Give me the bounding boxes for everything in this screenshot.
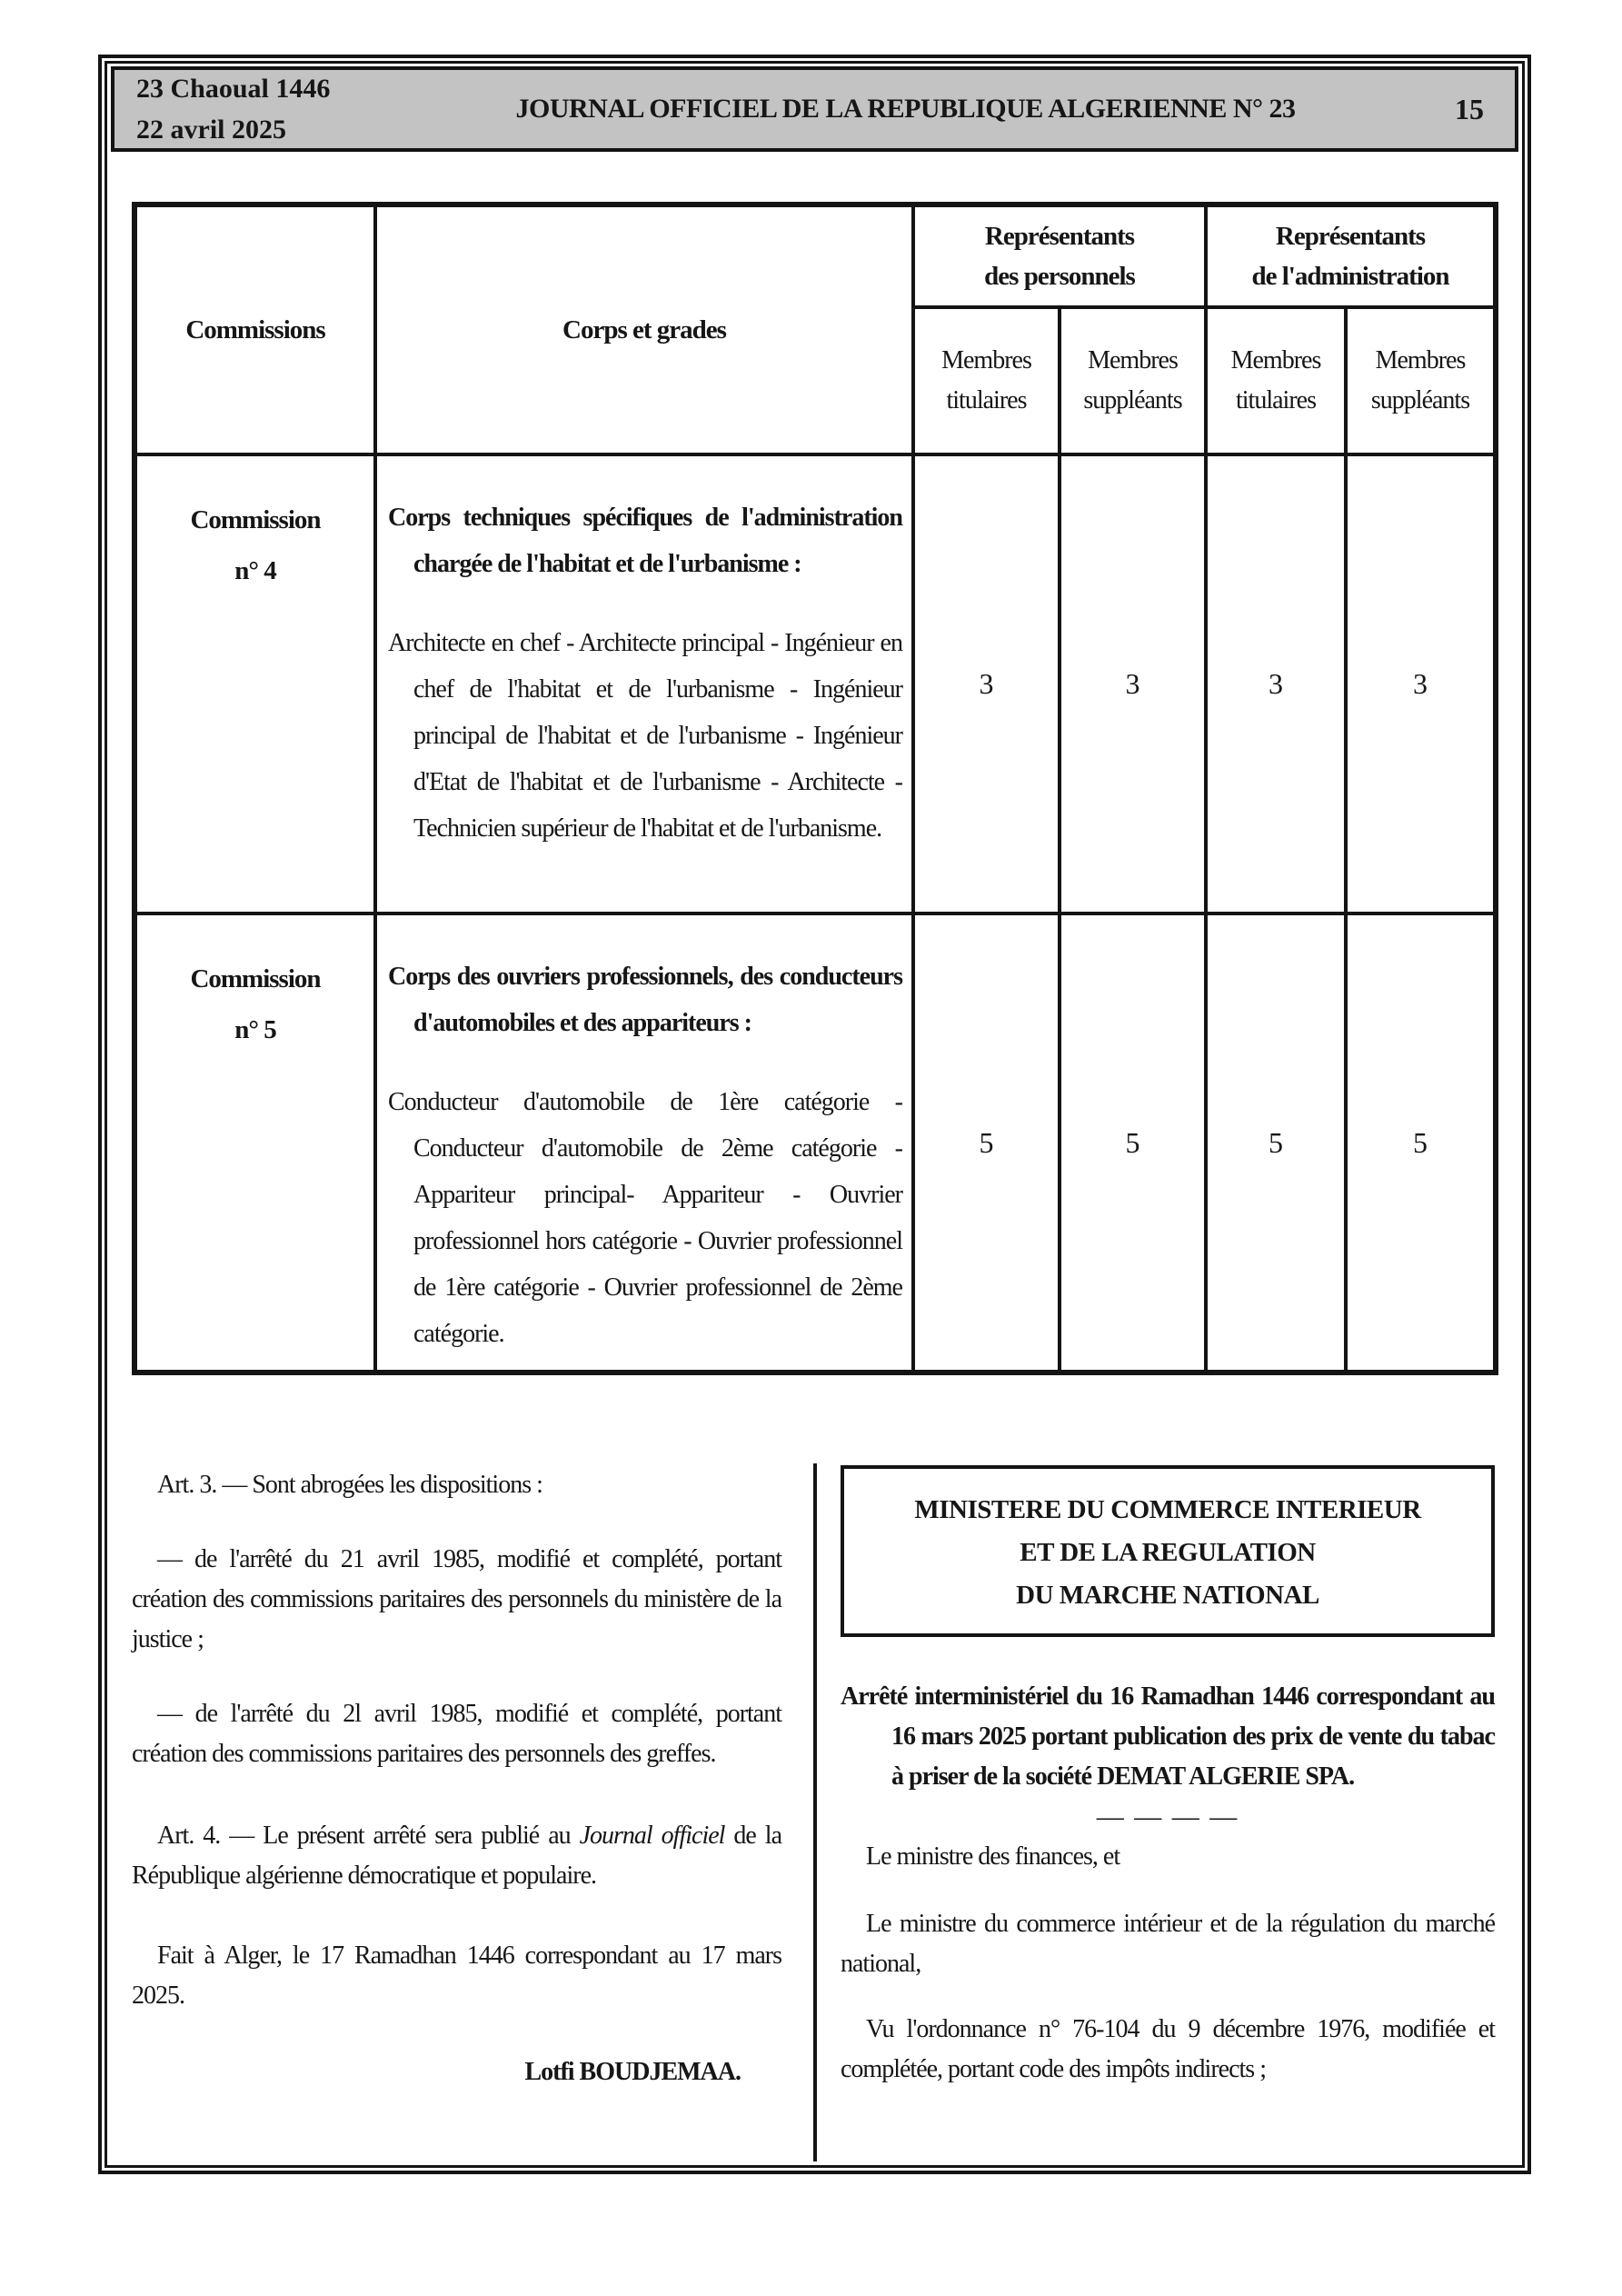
para-ministre-finances: Le ministre des finances, et: [866, 1842, 1120, 1871]
value-suppleants-personnels: 5: [1060, 913, 1206, 1373]
ministry-box-line: MINISTERE DU COMMERCE INTERIEUR: [914, 1495, 1421, 1524]
group-header-personnels: [913, 205, 1206, 307]
page-frame: [98, 55, 1531, 2174]
ministry-box-line: ET DE LA REGULATION: [1020, 1538, 1316, 1567]
abrogation-item-1: — de l'arrêté du 21 avril 1985, modifié et complété, portant création des commissions paritaires des personnels du ministère de la justice ;: [132, 1545, 781, 1653]
commission-label: [134, 913, 375, 1373]
col-header-commissions: Commissions: [134, 205, 375, 454]
value-suppleants-administration: 5: [1346, 913, 1496, 1373]
header-band: [111, 66, 1518, 152]
corps-title: Corps des ouvriers professionnels, des conducteurs d'automobiles et des appariteurs :: [388, 963, 902, 1037]
value-suppleants-personnels: 3: [1060, 454, 1206, 913]
commission-name: Commission: [190, 505, 321, 534]
value-titulaires-personnels: 3: [913, 454, 1060, 913]
commission-label: [134, 454, 375, 913]
sub-header-line: suppléants: [1083, 386, 1182, 414]
column-divider: [813, 1463, 817, 2161]
article-4-text-end: de la République algérienne démocratique et populaire.: [132, 1822, 782, 1890]
para-ministre-commerce: Le ministre du commerce intérieur et de la régulation du marché national,: [841, 1910, 1495, 1978]
arrete-title: Arrêté interministériel du 16 Ramadhan 1446 correspondant au 16 mars 2025 portant publication des prix de vente du tabac à priser de la société DEMAT ALGERIE SPA.: [841, 1682, 1495, 1791]
date-hijri: 23 Chaoual 1446: [136, 74, 331, 104]
corps-title: Corps techniques spécifiques de l'administration chargée de l'habitat et de l'urbanisme :: [388, 504, 902, 578]
corps-cell: [375, 913, 913, 1373]
date-gregorian: 22 avril 2025: [136, 115, 286, 145]
col-header-corps: Corps et grades: [375, 205, 913, 454]
sub-header-line: titulaires: [946, 386, 1027, 414]
dash-separator: — — — —: [1096, 1802, 1239, 1832]
group-header-administration: [1206, 205, 1496, 307]
para-vu-ordonnance: Vu l'ordonnance n° 76-104 du 9 décembre 1976, modifiée et complétée, portant code des impôts indirects ;: [841, 2015, 1495, 2083]
sub-header-titulaires-personnels: [913, 307, 1060, 454]
article-3: Art. 3. — Sont abrogées les dispositions :: [157, 1471, 542, 1499]
page-number: 15: [1455, 92, 1484, 125]
sub-header-line: Membres: [941, 346, 1031, 374]
sub-header-suppleants-personnels: [1060, 307, 1206, 454]
commissions-table: [132, 202, 1498, 1375]
ministry-box: [841, 1465, 1495, 1637]
value-titulaires-administration: 5: [1206, 913, 1346, 1373]
group-header-line: de l'administration: [1251, 262, 1449, 291]
journal-title: JOURNAL OFFICIEL DE LA REPUBLIQUE ALGERIENNE N° 23: [515, 94, 1296, 124]
value-titulaires-personnels: 5: [913, 913, 1060, 1373]
page-frame-inner: [104, 61, 1525, 2168]
right-column: [841, 1465, 1495, 2090]
corps-body: Architecte en chef - Architecte principal - Ingénieur en chef de l'habitat et de l'urbanisme - Ingénieur principal de l'habitat et de l'urbanisme - Ingénieur d'Etat de l'habitat et de l'urbanisme - Architecte - Technicien supérieur de l'habitat et de l'urbanisme.: [388, 629, 902, 843]
left-column: [132, 1465, 781, 2092]
abrogation-item-2: — de l'arrêté du 2l avril 1985, modifié et complété, portant création des commissions paritaires des personnels des greffes.: [132, 1700, 781, 1768]
sub-header-titulaires-administration: [1206, 307, 1346, 454]
sub-header-line: Membres: [1088, 346, 1178, 374]
table-row-commission-4: [134, 454, 1496, 913]
table-row-commission-5: [134, 913, 1496, 1373]
sub-header-line: Membres: [1230, 346, 1321, 374]
group-header-line: Représentants: [984, 222, 1135, 251]
sub-header-line: suppléants: [1370, 386, 1470, 414]
sub-header-line: Membres: [1375, 346, 1466, 374]
group-header-line: Représentants: [1275, 222, 1426, 251]
value-titulaires-administration: 3: [1206, 454, 1346, 913]
signature: Lotfi BOUDJEMAA.: [524, 2058, 741, 2086]
fait-a-alger: Fait à Alger, le 17 Ramadhan 1446 correspondant au 17 mars 2025.: [132, 1942, 781, 2010]
corps-cell: [375, 454, 913, 913]
commission-number: n° 4: [234, 556, 276, 585]
sub-header-line: titulaires: [1236, 386, 1316, 414]
commission-number: n° 5: [234, 1015, 276, 1044]
journal-officiel-italic: Journal officiel: [579, 1822, 725, 1850]
group-header-line: des personnels: [984, 262, 1135, 291]
article-4-text: Art. 4. — Le présent arrêté sera publié au: [157, 1822, 580, 1850]
value-suppleants-administration: 3: [1346, 454, 1496, 913]
corps-body: Conducteur d'automobile de 1ère catégorie - Conducteur d'automobile de 2ème catégorie - Appariteur principal- Appariteur - Ouvrier professionnel hors catégorie - Ouvrier professionnel de 1ère catégorie - Ouvrier professionnel de 2ème catégorie.: [388, 1088, 902, 1348]
header-dates: [114, 68, 436, 150]
sub-header-suppleants-administration: [1346, 307, 1496, 454]
commission-name: Commission: [190, 964, 321, 993]
article-4: [132, 1816, 781, 1896]
ministry-box-line: DU MARCHE NATIONAL: [1016, 1581, 1319, 1610]
